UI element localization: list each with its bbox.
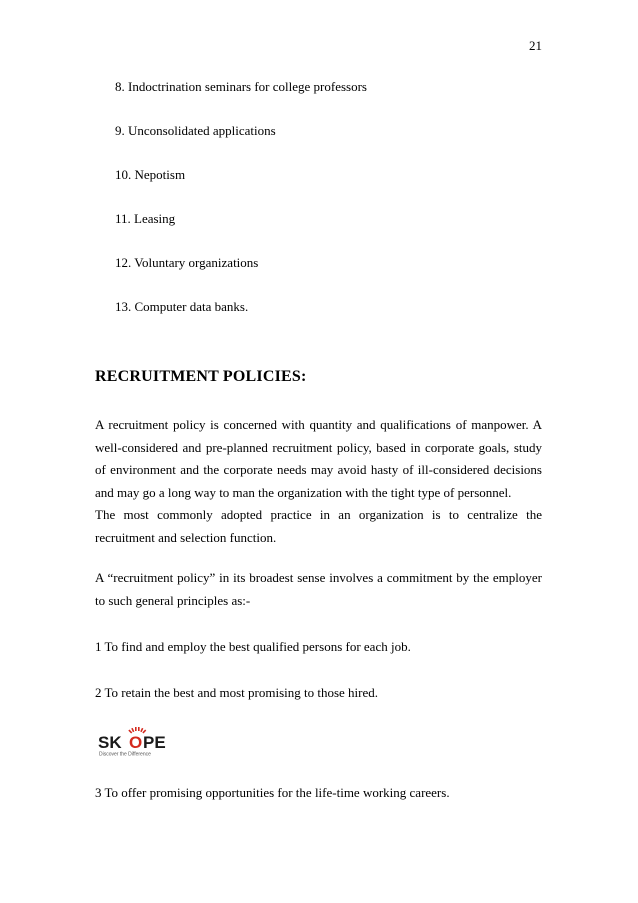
paragraph-broadest-sense: A “recruitment policy” in its broadest sense involves a commitment by the employer to such general principles as:- (95, 570, 542, 608)
numbered-list (115, 79, 367, 343)
skope-logo (97, 727, 179, 757)
page-number: 21 (529, 38, 542, 53)
paragraph-principle-1: 1 To find and employ the best qualified persons for each job. (95, 639, 411, 654)
paragraph-principle-2: 2 To retain the best and most promising to those hired. (95, 685, 379, 700)
list-item: 12. Voluntary organizations (115, 255, 259, 270)
logo-tagline: Discover the Difference (99, 751, 151, 757)
paragraph-principle-3: 3 To offer promising opportunities for the life-time working careers. (95, 785, 450, 800)
section-heading: RECRUITMENT POLICIES: (95, 368, 307, 385)
list-item: 11. Leasing (115, 211, 176, 226)
logo-text-right: PE (143, 733, 166, 752)
logo-text-left: SK (98, 733, 122, 752)
paragraph-centralize: The most commonly adopted practice in an organization is to centralize the recruitment and selection function. (95, 507, 542, 545)
paragraph-policy-definition: A recruitment policy is concerned with quantity and qualifications of manpower. A well-considered and pre-planned recruitment policy, based in corporate goals, study of environment and the corporate needs may avoid hasty of ill-considered decisions and may go a long way to man the organization with the tight type of personnel. (95, 417, 542, 500)
list-item: 9. Unconsolidated applications (115, 123, 276, 138)
list-item: 13. Computer data banks. (115, 299, 249, 314)
list-item: 10. Nepotism (115, 167, 186, 182)
list-item: 8. Indoctrination seminars for college professors (115, 79, 367, 94)
logo-text-o: O (129, 733, 143, 752)
